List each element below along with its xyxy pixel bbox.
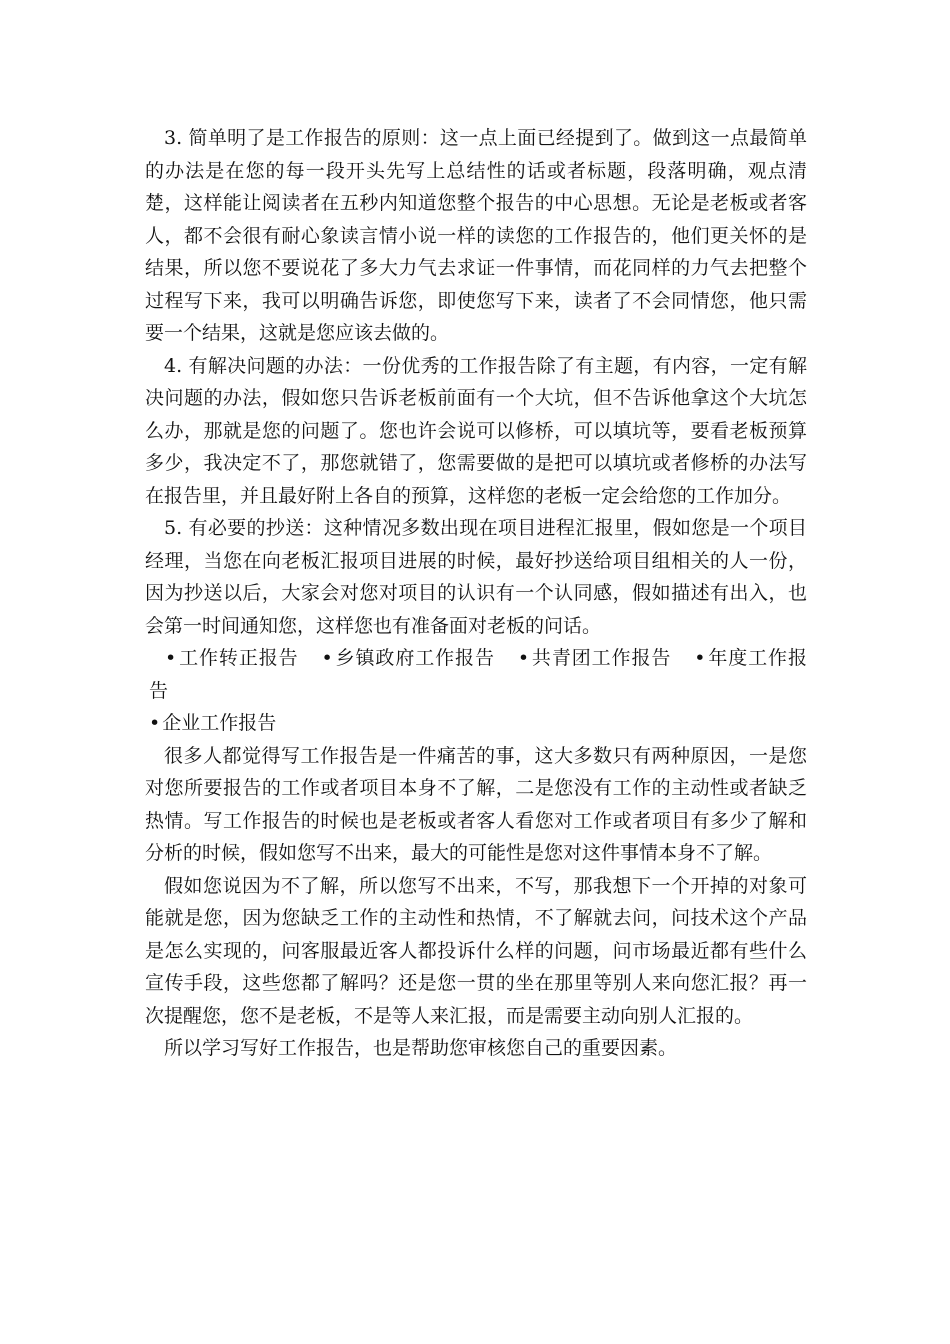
bullet-icon: • — [321, 647, 333, 669]
related-link[interactable] — [518, 647, 671, 669]
related-links — [145, 642, 807, 740]
related-link-label: 工作转正报告 — [178, 647, 299, 669]
paragraph-principle-5: 5. 有必要的抄送：这种情况多数出现在项目进程汇报里，假如您是一个项目经理，当您在向老板汇报项目进展的时候，最好抄送给项目组相关的人一份，因为抄送以后，大家会对您对项目的认识有一个认同感，假如描述有出入，也会第一时间通知您，这样您也有准备面对老板的问话。 — [145, 517, 807, 637]
paragraph-pain-reasons: 很多人都觉得写工作报告是一件痛苦的事，这大多数只有两种原因，一是您对您所要报告的工作或者项目本身不了解，二是您没有工作的主动性或者缺乏热情。写工作报告的时候也是老板或者客人看您对工作或者项目有多少了解和分析的时候，假如您写不出来，最大的可能性是您对这件事情本身不了解。 — [145, 744, 807, 864]
related-link-label: 年度工作报告 — [149, 647, 807, 702]
related-link-label: 乡镇政府工作报告 — [334, 647, 495, 669]
paragraph-principle-3: 3. 简单明了是工作报告的原则：这一点上面已经提到了。做到这一点最简单的办法是在您的每一段开头先写上总结性的话或者标题，段落明确，观点清楚，这样能让阅读者在五秒内知道您整个报告的中心思想。无论是老板或者客人，都不会很有耐心象读言情小说一样的读您的工作报告的，他们更关怀的是结果，所以您不要说花了多大力气去求证一件事情，而花同样的力气去把整个过程写下来，我可以明确告诉您，即使您写下来，读者了不会同情您，他只需要一个结果，这就是您应该去做的。 — [145, 127, 807, 344]
bullet-icon: • — [517, 647, 530, 669]
document-body — [145, 122, 807, 1065]
bullet-icon: • — [149, 712, 161, 734]
bullet-icon: • — [694, 647, 706, 669]
paragraph-principle-4: 4. 有解决问题的办法：一份优秀的工作报告除了有主题，有内容，一定有解决问题的办法，假如您只告诉老板前面有一个大坑，但不告诉他拿这个大坑怎么办，那就是您的问题了。您也许会说可以修桥，可以填坑等，要看老板预算多少，我决定不了，那您就错了，您需要做的是把可以填坑或者修桥的办法写在报告里，并且最好附上各自的预算，这样您的老板一定会给您的工作加分。 — [145, 354, 807, 507]
related-link[interactable] — [165, 647, 299, 669]
paragraph-conclusion: 所以学习写好工作报告，也是帮助您审核您自己的重要因素。 — [164, 1037, 678, 1059]
bullet-icon: • — [165, 647, 177, 669]
related-link-label: 企业工作报告 — [162, 712, 277, 734]
related-link[interactable] — [322, 647, 495, 669]
related-link[interactable] — [149, 712, 276, 734]
paragraph-initiative: 假如您说因为不了解，所以您写不出来，不写，那我想下一个开掉的对象可能就是您，因为您缺乏工作的主动性和热情，不了解就去问，问技术这个产品是怎么实现的，问客服最近客人都投诉什么样的问题，问市场最近都有些什么宣传手段，这些您都了解吗？还是您一贯的坐在那里等别人来向您汇报？再一次提醒您，您不是老板，不是等人来汇报，而是需要主动向别人汇报的。 — [145, 874, 807, 1027]
related-link-label: 共青团工作报告 — [531, 647, 672, 669]
